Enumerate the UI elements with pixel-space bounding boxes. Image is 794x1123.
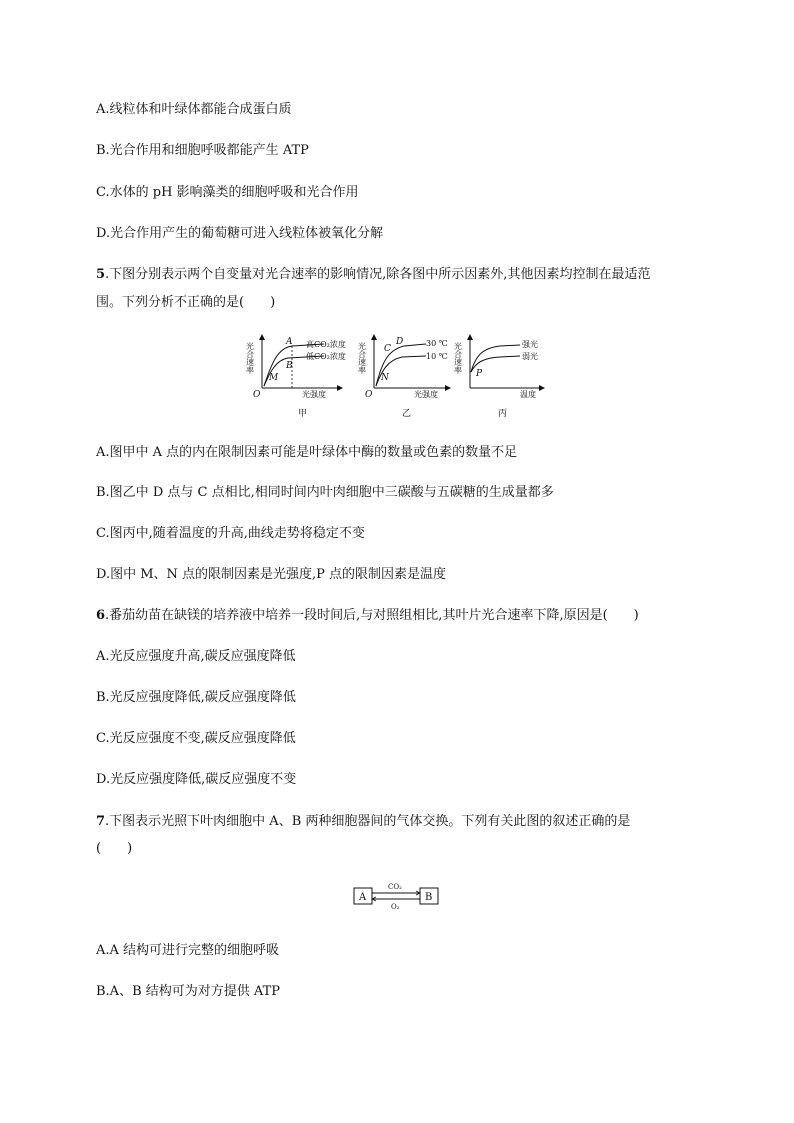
graph-jia-point-m: M bbox=[269, 373, 279, 383]
graph-jia-xlabel: 光强度 bbox=[302, 390, 326, 399]
q5-number: 5 bbox=[96, 267, 106, 282]
q4-option-d: D.光合作用产生的葡萄糖可进入线粒体被氧化分解 bbox=[96, 226, 384, 241]
q5-figure bbox=[245, 332, 548, 424]
graph-jia-point-b: B bbox=[286, 361, 293, 371]
q7-option-a: A.A 结构可进行完整的细胞呼吸 bbox=[96, 943, 280, 958]
q6-option-c: C.光反应强度不变,碳反应强度降低 bbox=[96, 731, 296, 746]
graph-jia-series-high: 高CO₂浓度 bbox=[306, 340, 346, 349]
graph-yi-point-c: C bbox=[384, 344, 391, 354]
graph-jia-caption: 甲 bbox=[298, 409, 308, 419]
q7-stem-line1: 7.下图表示光照下叶肉细胞中 A、B 两种细胞器间的气体交换。下列有关此图的叙述正确的是 bbox=[96, 814, 631, 829]
graph-yi-point-d: D bbox=[396, 337, 404, 347]
graph-bing bbox=[454, 337, 543, 419]
graph-yi-series-30: 30 ℃ bbox=[426, 339, 448, 348]
graph-bing-caption: 丙 bbox=[498, 409, 508, 419]
q7-box-a-label: A bbox=[359, 892, 367, 903]
q5-option-b: B.图乙中 D 点与 C 点相比,相同时间内叶肉细胞中三碳酸与五碳糖的生成量都多 bbox=[96, 485, 554, 500]
graph-jia-series-low: 低CO₂浓度 bbox=[306, 352, 346, 361]
graph-yi-origin: O bbox=[365, 390, 373, 400]
graph-yi-point-n: N bbox=[381, 373, 389, 383]
graph-bing-series-strong: 强光 bbox=[522, 340, 538, 349]
q5-stem-line1: 5.下图分别表示两个自变量对光合速率的影响情况,除各图中所示因素外,其他因素均控制在最适范 bbox=[96, 267, 651, 282]
graph-yi-caption: 乙 bbox=[402, 409, 412, 419]
q6-option-b: B.光反应强度降低,碳反应强度降低 bbox=[96, 690, 296, 705]
q6-stem: 6.番茄幼苗在缺镁的培养液中培养一段时间后,与对照组相比,其叶片光合速率下降,原因是( ) bbox=[96, 608, 639, 623]
q6-number: 6 bbox=[96, 608, 106, 623]
q7-gas-bottom: O₂ bbox=[391, 903, 400, 911]
q7-option-b: B.A、B 结构可为对方提供 ATP bbox=[96, 984, 280, 999]
graph-yi-series-10: 10 ℃ bbox=[426, 352, 448, 361]
q7-number: 7 bbox=[96, 814, 106, 829]
graph-bing-series-weak: 弱光 bbox=[522, 352, 538, 361]
q7-stem-line2: ( ) bbox=[96, 841, 133, 856]
graph-jia-ylabel: 光合速率 bbox=[245, 342, 255, 374]
q5-option-c: C.图丙中,随着温度的升高,曲线走势将稳定不变 bbox=[96, 526, 365, 541]
graph-bing-ylabel: 光合速率 bbox=[453, 342, 463, 374]
q4-option-a: A.线粒体和叶绿体都能合成蛋白质 bbox=[96, 102, 292, 117]
graph-yi-ylabel: 光合速率 bbox=[357, 342, 367, 374]
graph-jia bbox=[246, 337, 346, 419]
graph-bing-curve-strong bbox=[471, 345, 520, 372]
graph-yi bbox=[358, 337, 449, 419]
graph-bing-point-p: P bbox=[476, 369, 483, 379]
q6-option-a: A.光反应强度升高,碳反应强度降低 bbox=[96, 649, 296, 664]
graph-bing-xlabel: 温度 bbox=[520, 390, 536, 399]
q7-gas-top: CO₂ bbox=[388, 883, 402, 891]
q4-option-c: C.水体的 pH 影响藻类的细胞呼吸和光合作用 bbox=[96, 185, 359, 200]
graph-jia-origin: O bbox=[253, 390, 261, 400]
q5-option-d: D.图中 M、N 点的限制因素是光强度,P 点的限制因素是温度 bbox=[96, 567, 447, 582]
q7-figure bbox=[350, 880, 442, 912]
q5-option-a: A.图甲中 A 点的内在限制因素可能是叶绿体中酶的数量或色素的数量不足 bbox=[96, 445, 518, 460]
graph-yi-xlabel: 光强度 bbox=[414, 390, 438, 399]
graph-jia-point-a: A bbox=[286, 337, 293, 347]
q6-option-d: D.光反应强度降低,碳反应强度不变 bbox=[96, 772, 297, 787]
q7-box-b-label: B bbox=[425, 892, 433, 903]
q4-option-b: B.光合作用和细胞呼吸都能产生 ATP bbox=[96, 143, 309, 158]
q5-stem-line2: 围。下列分析不正确的是( ) bbox=[96, 295, 276, 310]
